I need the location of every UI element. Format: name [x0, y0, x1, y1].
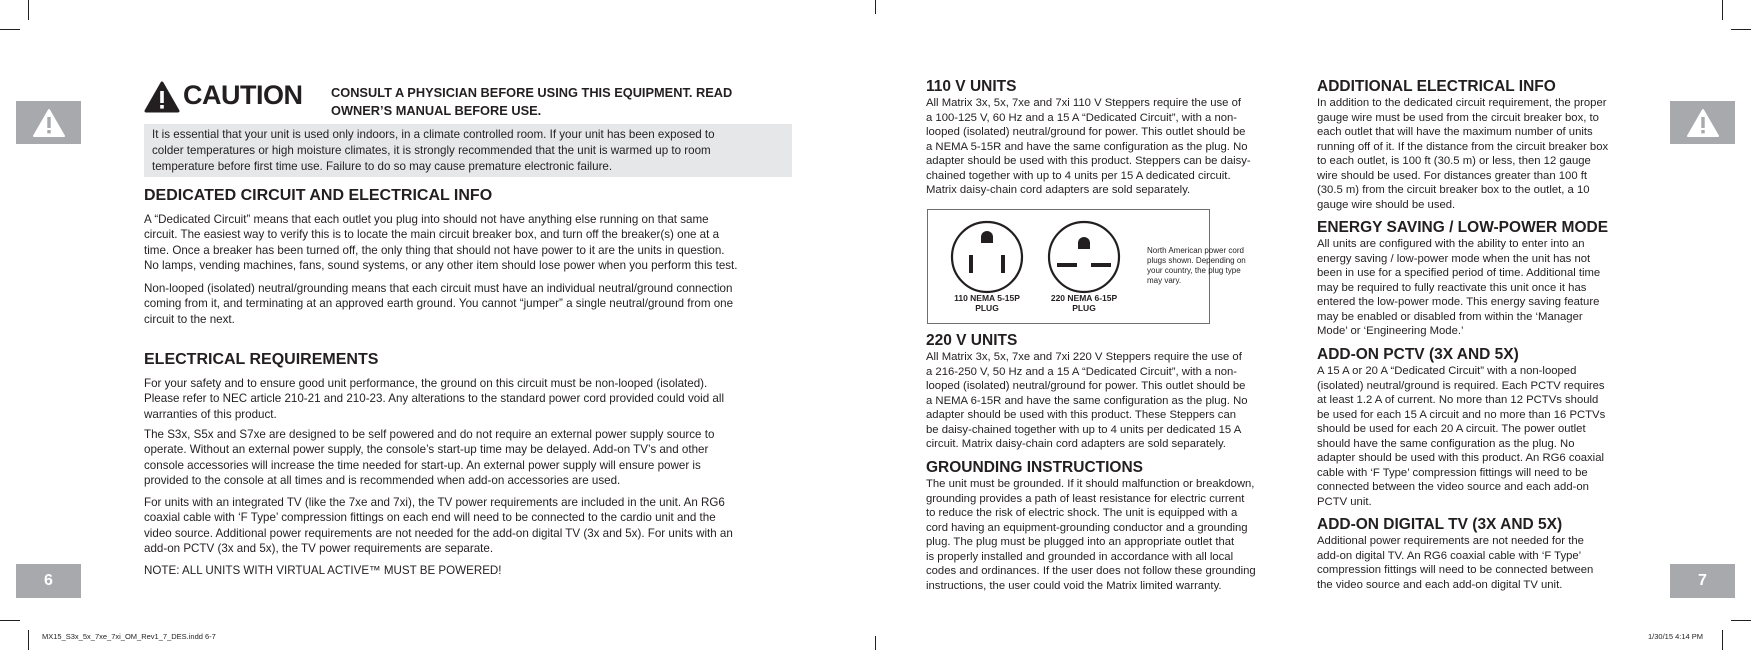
climate-warning-box — [144, 124, 792, 177]
text-line: All Matrix 3x, 5x, 7xe and 7xi 110 V Steppers require the use of — [926, 97, 1242, 109]
text-line: (30.5 m) from the circuit breaker box to the outlet, a 10 — [1317, 184, 1590, 196]
text-line: time. Once a breaker has been turned off, the only thing that should not have power to it are the units in question. — [144, 243, 725, 257]
note-line: may vary. — [1147, 276, 1182, 285]
plug-label-110 — [942, 293, 1032, 313]
text-line: is properly installed and grounded in accordance with all local — [926, 550, 1234, 563]
dedicated-circuit-paragraph-1 — [144, 212, 804, 274]
text-line: wire should be used. For distances greater than 100 ft — [1317, 169, 1588, 182]
print-slug-date: 1/30/15 4:14 PM — [1648, 632, 1704, 641]
text-line: operate. Without an external power supply, the console’s start-up time may be delayed. Add-on TV’s and other — [144, 443, 709, 457]
text-line: A “Dedicated Circuit” means that each outlet you plug into should not have anything else running on that same — [144, 213, 709, 226]
text-line: the video source and each add-on digital TV unit. — [1317, 578, 1563, 591]
text-line: looped (isolated) neutral/ground for power. This outlet should be — [926, 380, 1246, 392]
electrical-requirements-paragraph-1 — [144, 376, 804, 422]
text-line: adapter should be used with this product. An RG6 coaxial — [1317, 452, 1604, 464]
plug-label-line: PLUG — [1072, 303, 1096, 313]
text-line: gauge wire should be used. — [1317, 198, 1456, 211]
text-line: instructions, the user could void the Matrix limited warranty. — [926, 579, 1222, 592]
text-line: adapter should be used with this product. Steppers can be daisy- — [926, 155, 1251, 167]
text-line: to reduce the risk of electric shock. The unit is equipped with a — [926, 507, 1238, 519]
text-line: circuit. The easiest way to verify this is to locate the main circuit breaker box, and turn off the breaker(s) one at a — [144, 228, 720, 242]
text-line: a NEMA 5-15R and have the same configuration as the plug. No — [926, 140, 1248, 153]
page-number-tab-left — [16, 564, 81, 598]
caution-exclamation-icon — [144, 81, 180, 113]
plug-label-line: 220 NEMA 6-15P — [1050, 293, 1118, 303]
plug-label-line: PLUG — [975, 303, 999, 313]
electrical-requirements-paragraph-2 — [144, 427, 804, 489]
energy-saving-heading: ENERGY SAVING / LOW-POWER MODE — [1317, 219, 1609, 236]
crop-mark — [1722, 630, 1723, 650]
text-line: energy saving / low-power mode when the unit has not — [1317, 252, 1591, 265]
text-line: a NEMA 6-15R and have the same configuration as the plug. No — [926, 394, 1248, 407]
110v-heading: 110 V UNITS — [926, 78, 1017, 95]
text-line: provided to the console at all times and is recommended when add-on accessories are used. — [144, 474, 621, 488]
text-line: add-on digital TV. An RG6 coaxial cable with ‘F Type’ — [1317, 549, 1582, 562]
warning-tab-right — [1670, 101, 1735, 144]
text-line: connected between the video source and each add-on — [1317, 481, 1589, 493]
text-line: coming from it, and terminating at an approved earth ground. You cannot “jumper” a single neutral/ground from one — [144, 297, 734, 311]
text-line: be daisy-chained together with up to 4 units per dedicated 15 A — [926, 423, 1242, 436]
text-line: running off of it. If the distance from the circuit breaker box — [1317, 140, 1609, 153]
text-line: a 216-250 V, 50 Hz and a 15 A “Dedicated Circuit”, with a non- — [926, 365, 1238, 378]
text-line: coaxial cable with ‘F Type’ compression fittings on each end will need to be connected to the cardio unit and the — [144, 511, 716, 525]
text-line: should be used for each 20 A circuit. The power outlet — [1317, 423, 1586, 435]
text-line: chained together with up to 4 units per 15 A dedicated circuit. — [926, 169, 1231, 182]
text-line: adapter should be used with this product. These Steppers can — [926, 409, 1237, 421]
plug-note — [1147, 246, 1246, 286]
electrical-requirements-heading: ELECTRICAL REQUIREMENTS — [144, 351, 379, 368]
110v-section — [926, 78, 1306, 198]
crop-mark — [0, 620, 20, 621]
note-line: your country, the plug type — [1147, 266, 1241, 275]
text-line: each outlet that will have the maximum number of units — [1317, 126, 1593, 138]
crop-mark — [0, 29, 20, 30]
text-line: to each outlet, is 100 ft (30.5 m) or less, then 12 gauge — [1317, 155, 1591, 167]
crop-mark — [28, 630, 29, 650]
text-line: may be required to fully reactivate this unit once it has — [1317, 281, 1587, 294]
text-line: compression fittings will need to be connected between — [1317, 564, 1594, 576]
text-line: codes and ordinances. If the user does not follow these grounding — [926, 565, 1256, 577]
electrical-requirements-paragraph-3 — [144, 495, 804, 557]
text-line: Mode’ or ‘Engineering Mode.’ — [1317, 325, 1464, 337]
print-slug-file: MX15_S3x_5x_7xe_7xi_OM_Rev1_7_DES.indd 6-7 — [42, 632, 216, 641]
add-on-pctv-heading: ADD-ON PCTV (3X AND 5X) — [1317, 346, 1519, 363]
dedicated-circuit-paragraph-2 — [144, 281, 804, 327]
text-line: grounding provides a path of least resistance for electric current — [926, 492, 1245, 505]
crop-mark — [1731, 29, 1751, 30]
plug-diagram — [927, 209, 1246, 324]
text-line: looped (isolated) neutral/ground for power. This outlet should be — [926, 126, 1246, 138]
text-line: add-on PCTV (3x and 5x), the TV power requirements are separate. — [144, 542, 494, 556]
text-line: For units with an integrated TV (like the 7xe and 7xi), the TV power requirements are included in the unit. An RG6 — [144, 496, 725, 509]
text-line: The S3x, S5x and S7xe are designed to be self powered and do not require an external power supply source to — [144, 428, 715, 441]
energy-saving-section — [1317, 219, 1662, 339]
text-line: cord having an equipment-grounding conductor and a grounding — [926, 521, 1248, 534]
climate-warning-line: temperature before first time use. Failure to do so may cause premature electronic failure. — [152, 160, 613, 173]
add-on-digital-tv-heading: ADD-ON DIGITAL TV (3X AND 5X) — [1317, 516, 1563, 533]
text-line: All Matrix 3x, 5x, 7xe and 7xi 220 V Steppers require the use of — [926, 351, 1242, 363]
crop-mark — [875, 0, 876, 14]
virtual-active-note: NOTE: ALL UNITS WITH VIRTUAL ACTIVE™ MUST BE POWERED! — [144, 564, 502, 577]
page-number: 6 — [44, 572, 53, 589]
text-line: video source. Additional power requirements are not needed for the add-on digital TV (3x and 5x). For units with an — [144, 526, 733, 540]
grounding-section — [926, 459, 1306, 593]
text-line: In addition to the dedicated circuit requirement, the proper — [1317, 97, 1607, 109]
note-line: North American power cord — [1147, 246, 1244, 255]
text-line: been in use for a specified period of time. Additional time — [1317, 267, 1601, 279]
text-line: The unit must be grounded. If it should malfunction or breakdown, — [926, 478, 1255, 490]
grounding-heading: GROUNDING INSTRUCTIONS — [926, 459, 1143, 476]
add-on-digital-tv-section — [1317, 516, 1662, 592]
warning-triangle-icon — [1686, 108, 1720, 138]
text-line: at least 1.2 A of current. No more than 12 PCTVs should — [1317, 394, 1599, 406]
caution-heading-line2: OWNER’S MANUAL BEFORE USE. — [331, 103, 542, 118]
text-line: Please refer to NEC article 210-21 and 210-23. Any alterations to the standard power cord provided could void all — [144, 392, 725, 406]
climate-warning-line: colder temperatures or high moisture climates, it is strongly recommended that the unit is warmed up to room — [152, 144, 711, 157]
text-line: Non-looped (isolated) neutral/grounding means that each circuit must have an individual neutral/ground connection — [144, 282, 733, 295]
text-line: entered the low-power mode. This energy saving feature — [1317, 296, 1600, 308]
text-line: be used for each 15 A circuit and no more than 16 PCTVs — [1317, 408, 1606, 421]
crop-mark — [1722, 0, 1723, 20]
crop-mark — [875, 636, 876, 650]
note-line: plugs shown. Depending on — [1147, 256, 1246, 265]
text-line: All units are configured with the ability to enter into an — [1317, 238, 1585, 250]
caution-label: CAUTION — [183, 80, 303, 110]
additional-electrical-section — [1317, 78, 1662, 212]
add-on-pctv-section — [1317, 346, 1662, 509]
text-line: warranties of this product. — [144, 407, 277, 421]
text-line: (isolated) neutral/ground is required. Each PCTV requires — [1317, 379, 1605, 392]
additional-electrical-heading: ADDITIONAL ELECTRICAL INFO — [1317, 78, 1556, 95]
plug-label-220 — [1039, 293, 1129, 313]
220v-heading: 220 V UNITS — [926, 332, 1018, 349]
warning-tab-left — [16, 101, 81, 144]
text-line: cable with ‘F Type’ compression fittings will need to be — [1317, 466, 1588, 479]
text-line: PCTV unit. — [1317, 495, 1372, 508]
warning-triangle-icon — [32, 108, 66, 138]
nema-5-15-plug-icon — [949, 219, 1025, 295]
text-line: circuit to the next. — [144, 312, 235, 326]
climate-warning-line: It is essential that your unit is used only indoors, in a climate controlled room. If your unit has been exposed to — [152, 128, 715, 141]
caution-heading-line1: CONSULT A PHYSICIAN BEFORE USING THIS EQUIPMENT. READ — [331, 85, 733, 100]
220v-section — [926, 332, 1306, 452]
text-line: circuit. Matrix daisy-chain cord adapters are sold separately. — [926, 438, 1226, 450]
crop-mark — [28, 0, 29, 20]
page-number-tab-right — [1670, 564, 1735, 598]
text-line: Additional power requirements are not needed for the — [1317, 535, 1584, 547]
plug-label-line: 110 NEMA 5-15P — [954, 293, 1020, 303]
nema-6-15-plug-icon — [1046, 219, 1122, 295]
page-number: 7 — [1698, 572, 1707, 589]
text-line: console accessories will increase the time needed for start-up. An external power supply will ensure power is — [144, 458, 701, 472]
text-line: No lamps, vending machines, fans, sound systems, or any other item should lose power when you perform this test. — [144, 259, 738, 273]
dedicated-circuit-heading: DEDICATED CIRCUIT AND ELECTRICAL INFO — [144, 187, 493, 204]
text-line: a 100-125 V, 60 Hz and a 15 A “Dedicated Circuit”, with a non- — [926, 111, 1238, 124]
text-line: A 15 A or 20 A “Dedicated Circuit” with a non-looped — [1317, 365, 1577, 377]
text-line: Matrix daisy-chain cord adapters are sold separately. — [926, 184, 1191, 196]
text-line: For your safety and to ensure good unit performance, the ground on this circuit must be non-looped (isolated). — [144, 377, 708, 390]
text-line: may be enabled or disabled from within the ‘Manager — [1317, 310, 1583, 323]
crop-mark — [1731, 620, 1751, 621]
text-line: should have the same configuration as the plug. No — [1317, 437, 1575, 450]
text-line: gauge wire must be used from the circuit breaker box, to — [1317, 111, 1599, 124]
text-line: plug. The plug must be plugged into an appropriate outlet that — [926, 536, 1235, 548]
